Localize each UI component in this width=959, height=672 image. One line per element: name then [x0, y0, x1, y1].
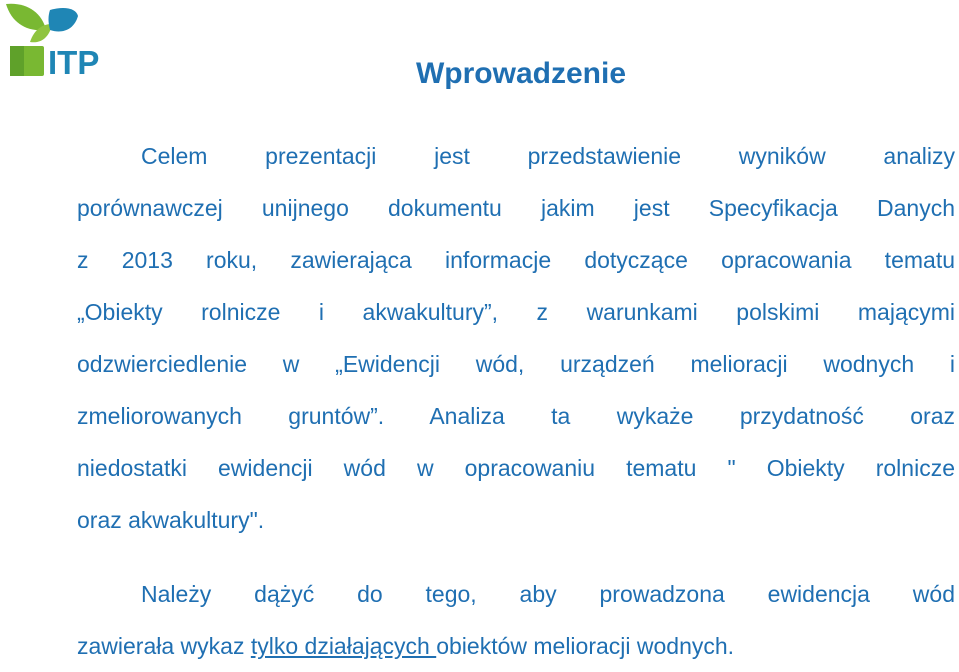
paragraph-line: Należy dążyć do tego, aby prowadzona ewidencja wód	[141, 581, 955, 607]
paragraph-conclusion	[77, 568, 955, 672]
paragraph-line	[77, 620, 955, 672]
text-segment: zawierała wykaz	[77, 633, 251, 659]
text-segment: obiektów melioracji wodnych.	[436, 633, 735, 659]
paragraph-line: porównawczej unijnego dokumentu jakim jest Specyfikacja Danych	[77, 195, 955, 221]
page-title: Wprowadzenie	[415, 57, 626, 90]
paragraph-intro	[77, 130, 955, 546]
paragraph-line: Celem prezentacji jest przedstawienie wyników analizy	[141, 143, 955, 169]
paragraph-line: oraz akwakultury".	[77, 507, 265, 533]
paragraph-line: niedostatki ewidencji wód w opracowaniu tematu " Obiekty rolnicze	[77, 455, 955, 481]
logo-text: ITP	[48, 44, 100, 81]
underlined-text: tylko działających	[250, 633, 437, 659]
paragraph-line: z 2013 roku, zawierająca informacje dotyczące opracowania tematu	[77, 247, 955, 273]
paragraph-line: zmeliorowanych gruntów”. Analiza ta wykaże przydatność oraz	[77, 403, 955, 429]
paragraph-line: odzwierciedlenie w „Ewidencji wód, urządzeń melioracji wodnych i	[77, 351, 955, 377]
paragraph-line: „Obiekty rolnicze i akwakultury”, z warunkami polskimi mającymi	[77, 299, 955, 325]
